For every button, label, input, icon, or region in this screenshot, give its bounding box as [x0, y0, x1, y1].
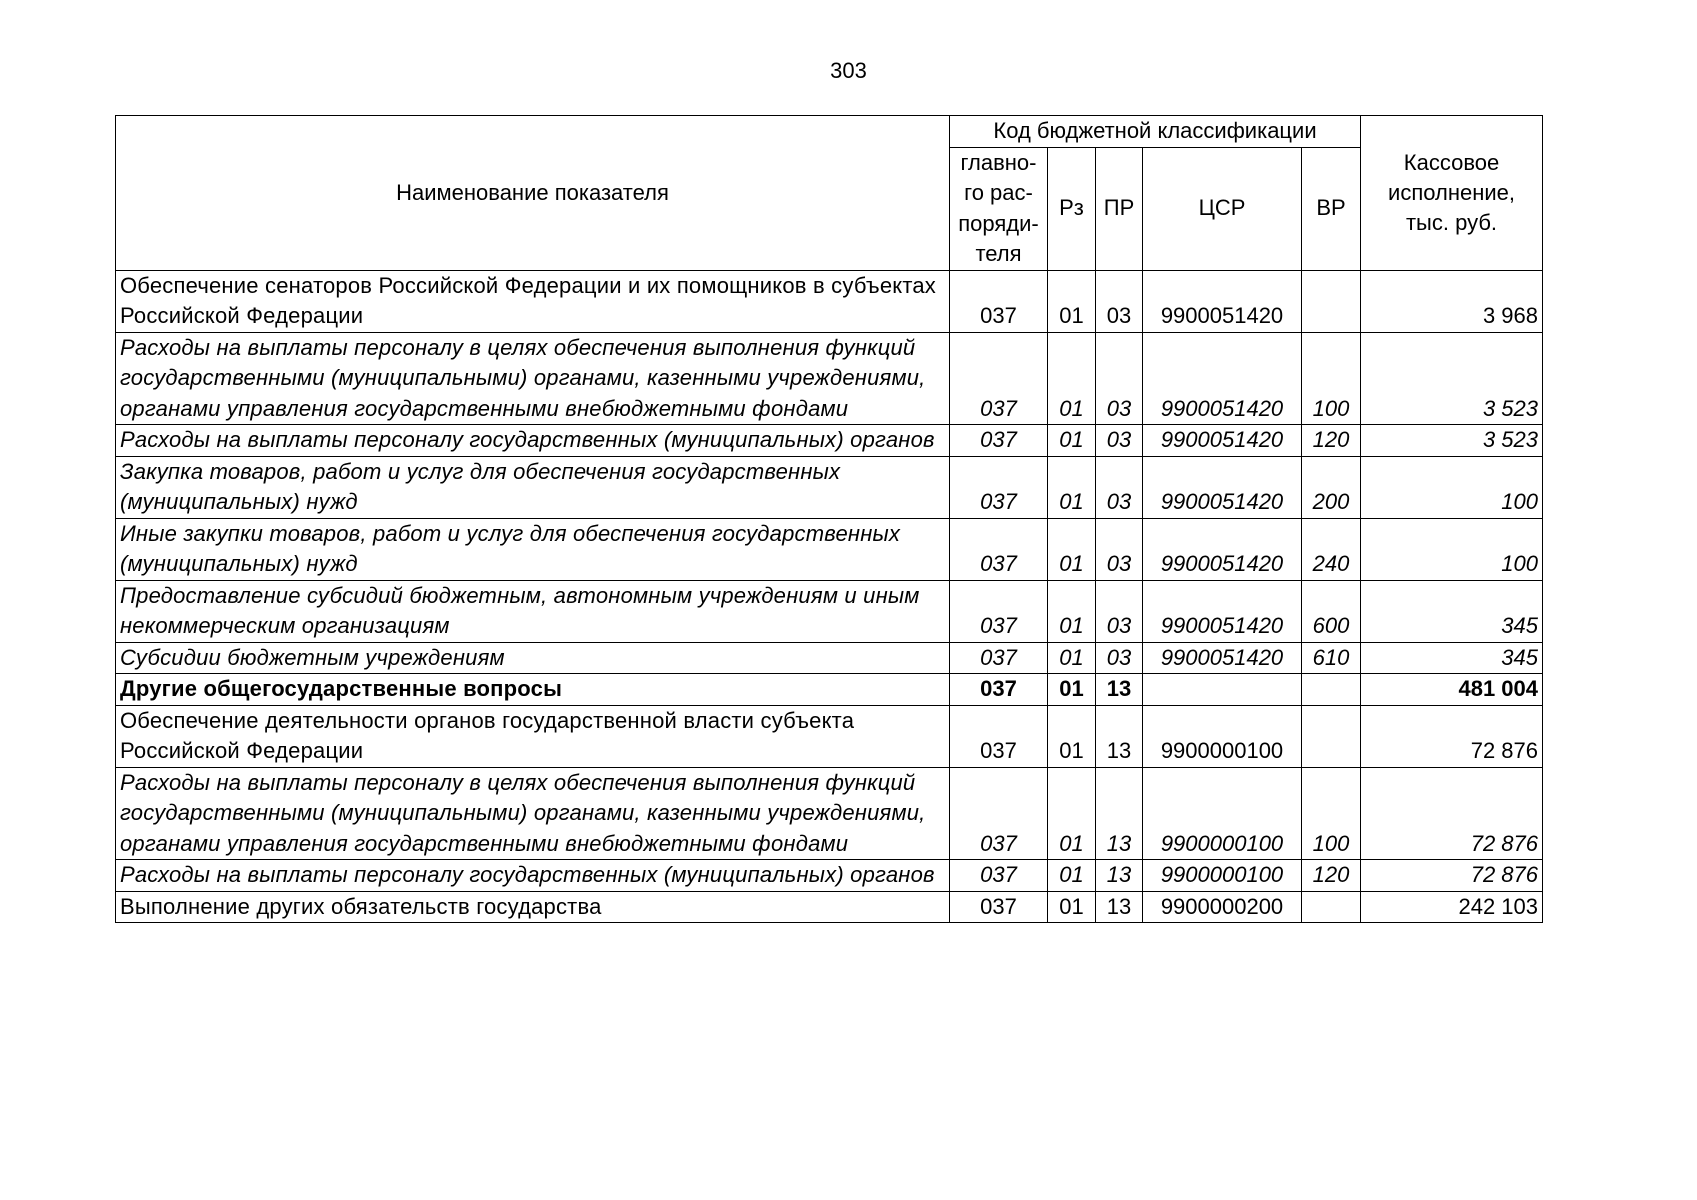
cell-rz: 01: [1048, 518, 1096, 580]
cell-csr: 9900000100: [1143, 767, 1302, 860]
cell-gr: 037: [950, 767, 1048, 860]
cell-name: Расходы на выплаты персоналу в целях обеспечения выполнения функций государственными (муниципальными) органами, казенными учреждениями, органами управления государственными внебюджетными фондами: [116, 332, 950, 425]
table-row: [116, 580, 1543, 642]
cell-gr: 037: [950, 642, 1048, 674]
table-row: [116, 767, 1543, 860]
cell-vr: [1302, 674, 1361, 706]
cell-rz: 01: [1048, 891, 1096, 923]
cell-gr: 037: [950, 270, 1048, 332]
header-rz: Рз: [1048, 147, 1096, 270]
cell-rz: 01: [1048, 456, 1096, 518]
cell-name: Расходы на выплаты персоналу государственных (муниципальных) органов: [116, 425, 950, 457]
cell-csr: 9900051420: [1143, 518, 1302, 580]
cell-csr: 9900000200: [1143, 891, 1302, 923]
cell-vr: [1302, 270, 1361, 332]
cell-amount: 481 004: [1361, 674, 1543, 706]
cell-csr: 9900000100: [1143, 860, 1302, 892]
cell-pr: 03: [1096, 580, 1143, 642]
cell-pr: 13: [1096, 674, 1143, 706]
cell-name: Обеспечение сенаторов Российской Федерации и их помощников в субъектах Российской Федерации: [116, 270, 950, 332]
cell-pr: 13: [1096, 767, 1143, 860]
cell-name: Субсидии бюджетным учреждениям: [116, 642, 950, 674]
cell-amount: 100: [1361, 456, 1543, 518]
cell-name: Выполнение других обязательств государства: [116, 891, 950, 923]
cell-amount: 242 103: [1361, 891, 1543, 923]
cell-amount: 72 876: [1361, 860, 1543, 892]
cell-vr: 610: [1302, 642, 1361, 674]
header-csr: ЦСР: [1143, 147, 1302, 270]
table-row: [116, 332, 1543, 425]
cell-vr: [1302, 891, 1361, 923]
table-header: [116, 116, 1543, 271]
cell-amount: 100: [1361, 518, 1543, 580]
header-amount: Кассовое исполнение, тыс. руб.: [1361, 116, 1543, 271]
cell-pr: 03: [1096, 456, 1143, 518]
table-row: [116, 518, 1543, 580]
cell-rz: 01: [1048, 580, 1096, 642]
cell-vr: 600: [1302, 580, 1361, 642]
cell-name: Расходы на выплаты персоналу государственных (муниципальных) органов: [116, 860, 950, 892]
cell-name: Предоставление субсидий бюджетным, автономным учреждениям и иным некоммерческим организациям: [116, 580, 950, 642]
cell-name: Закупка товаров, работ и услуг для обеспечения государственных (муниципальных) нужд: [116, 456, 950, 518]
header-code-group: Код бюджетной классификации: [950, 116, 1361, 148]
cell-gr: 037: [950, 456, 1048, 518]
table-row: [116, 425, 1543, 457]
cell-amount: 3 968: [1361, 270, 1543, 332]
cell-rz: 01: [1048, 674, 1096, 706]
cell-pr: 13: [1096, 860, 1143, 892]
cell-amount: 3 523: [1361, 425, 1543, 457]
cell-vr: 200: [1302, 456, 1361, 518]
cell-rz: 01: [1048, 270, 1096, 332]
cell-vr: 120: [1302, 425, 1361, 457]
cell-rz: 01: [1048, 425, 1096, 457]
cell-gr: 037: [950, 891, 1048, 923]
cell-name: Расходы на выплаты персоналу в целях обеспечения выполнения функций государственными (муниципальными) органами, казенными учреждениями, органами управления государственными внебюджетными фондами: [116, 767, 950, 860]
header-pr: ПР: [1096, 147, 1143, 270]
cell-amount: 3 523: [1361, 332, 1543, 425]
cell-name: Иные закупки товаров, работ и услуг для обеспечения государственных (муниципальных) нужд: [116, 518, 950, 580]
cell-vr: [1302, 705, 1361, 767]
cell-gr: 037: [950, 860, 1048, 892]
header-vr: ВР: [1302, 147, 1361, 270]
cell-gr: 037: [950, 332, 1048, 425]
cell-name: Обеспечение деятельности органов государственной власти субъекта Российской Федерации: [116, 705, 950, 767]
cell-vr: 100: [1302, 332, 1361, 425]
cell-csr: 9900000100: [1143, 705, 1302, 767]
cell-csr: 9900051420: [1143, 642, 1302, 674]
cell-pr: 13: [1096, 705, 1143, 767]
table-row: [116, 705, 1543, 767]
cell-pr: 13: [1096, 891, 1143, 923]
cell-name: Другие общегосударственные вопросы: [116, 674, 950, 706]
cell-csr: 9900051420: [1143, 456, 1302, 518]
table-row: [116, 642, 1543, 674]
cell-gr: 037: [950, 705, 1048, 767]
cell-csr: [1143, 674, 1302, 706]
page-number: 303: [830, 58, 867, 83]
cell-rz: 01: [1048, 332, 1096, 425]
cell-pr: 03: [1096, 332, 1143, 425]
cell-rz: 01: [1048, 767, 1096, 860]
cell-gr: 037: [950, 580, 1048, 642]
table-row: [116, 891, 1543, 923]
table-row: [116, 674, 1543, 706]
cell-rz: 01: [1048, 860, 1096, 892]
cell-rz: 01: [1048, 705, 1096, 767]
table-row: [116, 270, 1543, 332]
cell-pr: 03: [1096, 270, 1143, 332]
cell-csr: 9900051420: [1143, 270, 1302, 332]
cell-pr: 03: [1096, 642, 1143, 674]
header-gr: главно- го рас- поряди- теля: [950, 147, 1048, 270]
table-body: [116, 270, 1543, 923]
cell-csr: 9900051420: [1143, 580, 1302, 642]
cell-vr: 100: [1302, 767, 1361, 860]
cell-gr: 037: [950, 518, 1048, 580]
cell-vr: 120: [1302, 860, 1361, 892]
cell-pr: 03: [1096, 518, 1143, 580]
table-row: [116, 456, 1543, 518]
budget-execution-table: [115, 115, 1543, 923]
cell-csr: 9900051420: [1143, 425, 1302, 457]
cell-csr: 9900051420: [1143, 332, 1302, 425]
cell-gr: 037: [950, 425, 1048, 457]
table-row: [116, 860, 1543, 892]
cell-amount: 345: [1361, 580, 1543, 642]
header-name: Наименование показателя: [116, 116, 950, 271]
cell-amount: 72 876: [1361, 705, 1543, 767]
cell-gr: 037: [950, 674, 1048, 706]
cell-amount: 345: [1361, 642, 1543, 674]
cell-pr: 03: [1096, 425, 1143, 457]
cell-vr: 240: [1302, 518, 1361, 580]
cell-rz: 01: [1048, 642, 1096, 674]
cell-amount: 72 876: [1361, 767, 1543, 860]
